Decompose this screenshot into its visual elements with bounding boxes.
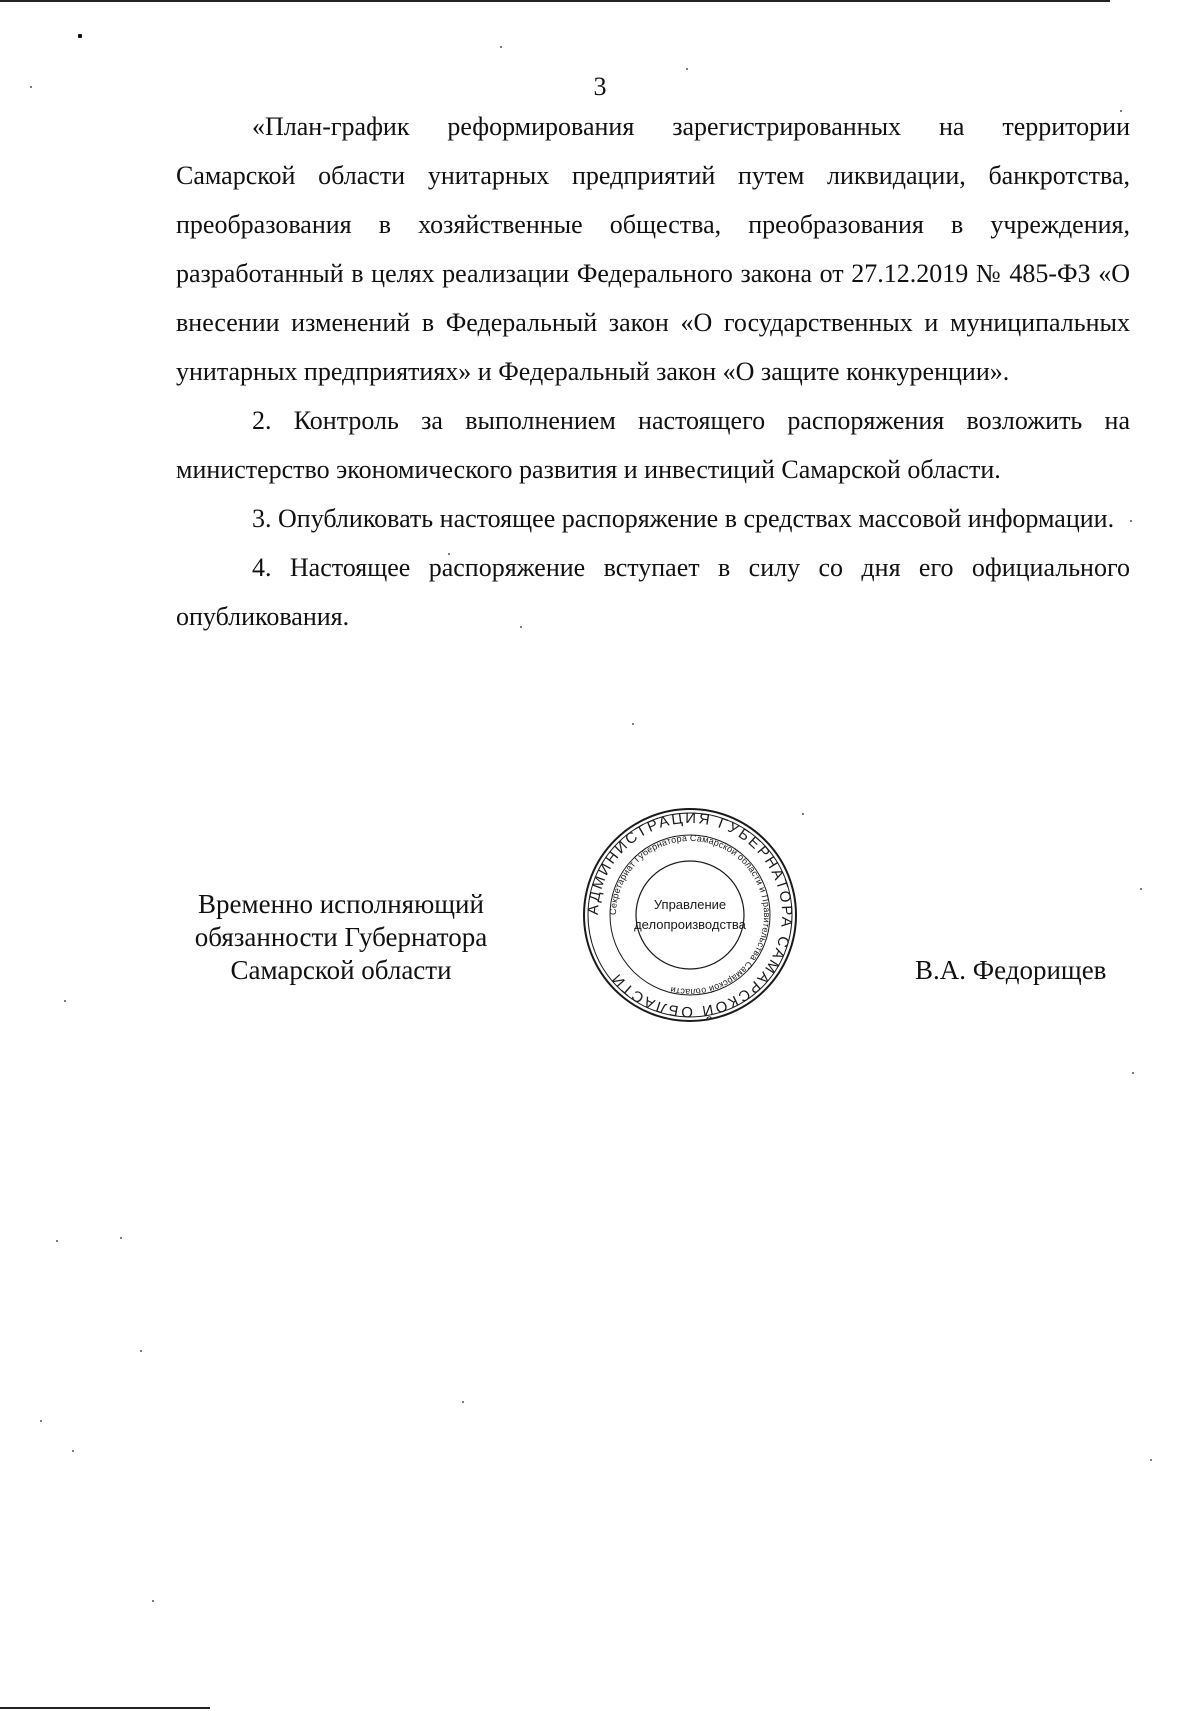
signatory-name: В.А. Федорищев <box>915 955 1107 985</box>
scan-speck <box>72 1450 74 1452</box>
scan-speck <box>152 1600 154 1602</box>
page-number: 3 <box>593 72 607 101</box>
signatory-title <box>166 888 516 987</box>
seal-inner-text: Секретариат Губернатора Самарской области и Правительства Самарской области <box>607 832 773 998</box>
svg-text:Секретариат Губернатора Самарс <box>608 833 772 997</box>
scan-speck <box>140 1350 142 1352</box>
paragraph-item-4: 4. Настоящее распоряжение вступает в силу со дня его официального опубликования. <box>176 553 1130 631</box>
scan-speck <box>40 1420 42 1422</box>
scan-edge-line-bottom <box>0 1707 210 1709</box>
scan-edge-line-top <box>0 0 1110 2</box>
scan-speck <box>56 1240 58 1242</box>
scan-speck <box>64 1000 66 1002</box>
scan-speck <box>686 68 688 70</box>
paragraph-item-3: 3. Опубликовать настоящее распоряжение в средствах массовой информации. <box>252 504 1115 533</box>
official-seal <box>580 805 800 1025</box>
scan-speck <box>632 723 634 725</box>
seal-center-line: Управление <box>653 897 727 912</box>
scan-speck <box>1130 520 1132 522</box>
seal-outer-text: АДМИНИСТРАЦИЯ ГУБЕРНАТОРА САМАРСКОЙ ОБЛАСТИ <box>584 809 796 1021</box>
paragraph-item-2: 2. Контроль за выполнением настоящего распоряжения возложить на министерство экономического развития и инвестиций Самарской области. <box>176 406 1130 484</box>
signatory-title-line: Самарской области <box>230 955 452 985</box>
scan-speck <box>1132 1072 1134 1074</box>
scan-speck <box>1140 888 1142 890</box>
scan-speck <box>1150 1459 1152 1461</box>
scan-speck <box>802 813 804 815</box>
scan-speck <box>500 46 502 48</box>
scan-speck <box>78 34 82 38</box>
paragraph-plan-schedule: «План-график реформирования зарегистрированных на территории Самарской области унитарных предприятий путем ликвидации, банкротства, преобразования в хозяйственные общества, преобразования в учреждения, разработанный в целях реализации Федерального закона от 27.12.2019 № 485-ФЗ «О внесении изменений в Федеральный закон «О государственных и муниципальных унитарных предприятиях» и Федеральный закон «О защите конкуренции». <box>176 112 1130 386</box>
official-seal-graphic <box>580 805 800 1025</box>
signatory-title-line: обязанности Губернатора <box>194 922 488 952</box>
scan-speck <box>462 1401 464 1403</box>
signatory-title-line: Временно исполняющий <box>198 889 484 919</box>
seal-center-line: делопроизводства <box>634 917 746 932</box>
document-body <box>176 102 1130 641</box>
scan-speck <box>120 1237 122 1239</box>
